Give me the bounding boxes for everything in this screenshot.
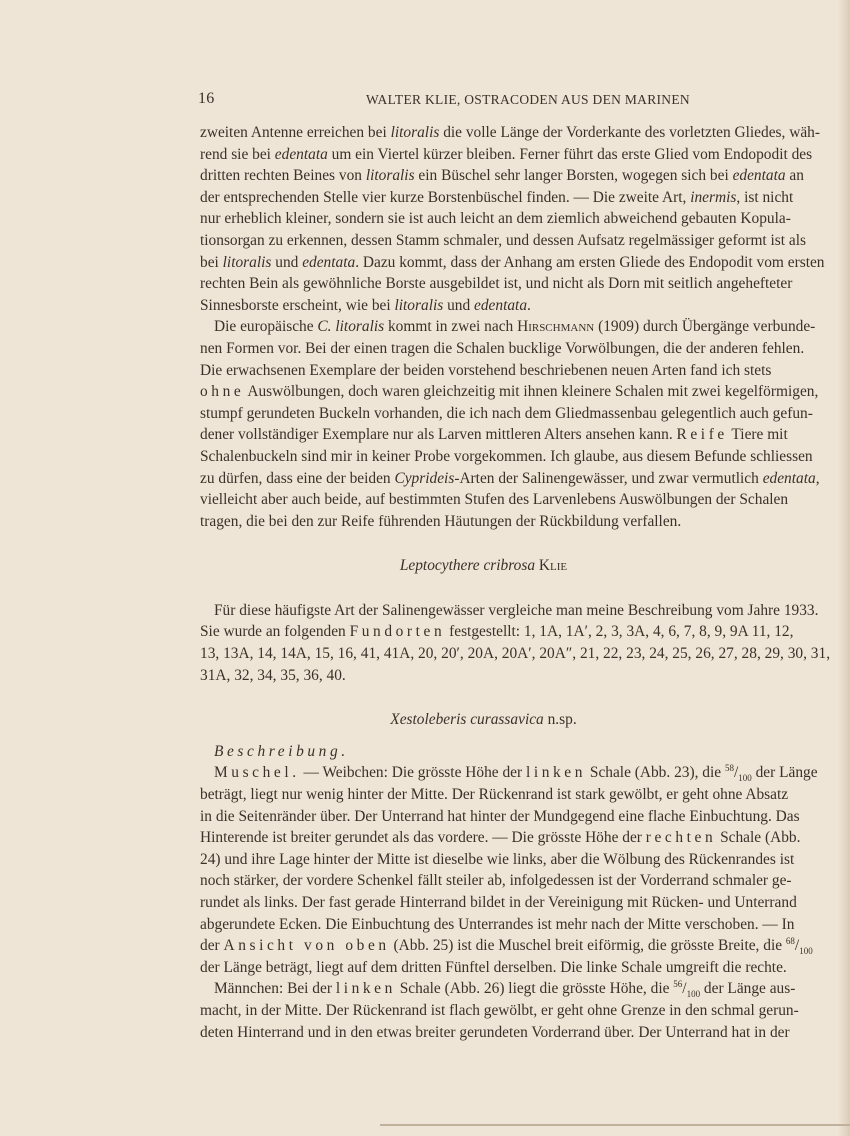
text-line: Die europäische C. litoralis kommt in zwei nach Hirschmann (1909) durch Übergänge verbunde- xyxy=(214,318,816,336)
text-line: Muschel. — Weibchen: Die grösste Höhe der linken Schale (Abb. 23), die $^{58}/_{100}$ der Länge xyxy=(214,763,818,784)
text-line: Sie wurde an folgenden Fundorten festgestellt: 1, 1A, 1A′, 2, 3, 3A, 4, 6, 7, 8, 9, 9A 11, 12, xyxy=(200,623,794,641)
paragraph-4 xyxy=(200,741,818,1043)
text-line: der entsprechenden Stelle vier kurze Borstenbüschel finden. — Die zweite Art, inermis, ist nicht xyxy=(200,188,794,206)
text-line: zweiten Antenne erreichen bei litoralis die volle Länge der Vorderkante des vorletzten Gliedes, wäh- xyxy=(200,124,820,141)
bottom-edge-rule xyxy=(380,1124,850,1126)
page-number: 16 xyxy=(198,90,215,107)
text-line: 13, 13A, 14, 14A, 15, 16, 41, 41A, 20, 20′, 20A, 20A′, 20A″, 21, 22, 23, 24, 25, 26, 27, 28, 29, 30, 31, xyxy=(200,645,831,663)
text-line: der Ansicht von oben (Abb. 25) ist die Muschel breit eiförmig, die grösste Breite, die $^{68}/_{100}$ xyxy=(200,936,813,957)
text-line: ohne Auswölbungen, doch waren gleichzeitig mit ihnen kleinere Schalen mit zwei kegelförmigen, xyxy=(200,383,819,401)
text-line: stumpf gerundeten Buckeln vorhanden, die ich nach dem Gliedmassenbau gelegentlich auch gefun- xyxy=(200,404,813,422)
text-line: vielleicht aber auch beide, auf bestimmten Stufen des Larvenlebens Auswölbungen der Schalen xyxy=(200,491,789,509)
text-line: tragen, die bei den zur Reife führenden Häutungen der Rückbildung verfallen. xyxy=(200,512,682,530)
text-line: dener vollständiger Exemplare nur als Larven mittleren Alters ansehen kann. Reife Tiere mit xyxy=(200,426,788,444)
text-line: macht, in der Mitte. Der Rückenrand ist flach gewölbt, er geht ohne Grenze in den schmal gerun- xyxy=(200,1001,799,1019)
text-line: nur erheblich kleiner, sondern sie ist auch leicht an dem ziemlich abweichend gebauten Kopula- xyxy=(200,210,791,228)
text-line: 24) und ihre Lage hinter der Mitte ist dieselbe wie links, aber die Wölbung des Rückenrandes ist xyxy=(200,850,795,868)
text-line: deten Hinterrand und in den etwas breiter gerundeten Vorderrand über. Der Unterrand hat in der xyxy=(200,1023,790,1041)
running-header xyxy=(198,90,758,112)
text-line: Schalenbuckeln sind mir in keiner Probe vorgekommen. Ich glaube, aus diesem Befunde schliessen xyxy=(200,447,813,465)
text-line: noch stärker, der vordere Schenkel fällt steiler ab, infolgedessen ist der Vorderrand schmaler ge- xyxy=(200,872,792,890)
text-line: tionsorgan zu erkennen, dessen Stamm schmaler, und dessen Aufsatz regelmässiger geformt ist als xyxy=(200,231,807,249)
paragraph-1 xyxy=(200,122,825,316)
text-line: in die Seitenränder über. Der Unterrand hat hinter der Mundgegend eine flache Einbuchtung. Das xyxy=(200,807,800,825)
paragraph-2 xyxy=(200,316,820,532)
text-line: Männchen: Bei der linken Schale (Abb. 26) liegt die grösste Höhe, die $^{56}/_{100}$ der Länge aus- xyxy=(214,979,796,1000)
text-line: rundet als links. Der fast gerade Hinterrand bildet in der Vereinigung mit Rücken- und Unterrand xyxy=(200,894,797,911)
text-line: bei litoralis und edentata. Dazu kommt, dass der Anhang am ersten Gliede des Endopodit vom ersten xyxy=(200,253,825,271)
species-heading-xestoleberis: Xestoleberis curassavica n.sp. xyxy=(390,711,577,729)
text-line: der Länge beträgt, liegt auf dem dritten Fünftel derselben. Die linke Schale umgreift die rechte. xyxy=(200,958,787,976)
species-heading-leptocythere: Leptocythere cribrosa Klie xyxy=(399,557,568,575)
text-line: dritten rechten Beines von litoralis ein Büschel sehr langer Borsten, wogegen sich bei edentata an xyxy=(200,167,804,185)
text-line: abgerundete Ecken. Die Einbuchtung des Unterrandes ist mehr nach der Mitte verschoben. — In xyxy=(200,915,795,933)
section-label: Beschreibung. xyxy=(214,742,349,760)
text-line: rechten Bein als gewöhnliche Borste ausgebildet ist, und nicht als Dorn mit seitlich angehefteter xyxy=(200,275,793,293)
text-line: rend sie bei edentata um ein Viertel kürzer bleiben. Ferner führt das erste Glied vom Endopodit des xyxy=(200,145,813,163)
text-line: Die erwachsenen Exemplare der beiden vorstehend beschriebenen neuen Arten fand ich stets xyxy=(200,361,772,379)
page-edge-shadow xyxy=(838,0,850,1136)
body-text xyxy=(200,122,831,1043)
text-line: nen Formen vor. Bei der einen tragen die Schalen bucklige Vorwölbungen, die der anderen fehlen. xyxy=(200,339,805,357)
text-line: zu dürfen, dass eine der beiden Cyprideis-Arten der Salinengewässer, und zwar vermutlich edentata, xyxy=(200,469,820,487)
text-line: Für diese häufigste Art der Salinengewässer vergleiche man meine Beschreibung vom Jahre 1933. xyxy=(214,601,819,619)
text-line: Sinnesborste erscheint, wie bei litoralis und edentata. xyxy=(200,296,531,314)
text-line: 31A, 32, 34, 35, 36, 40. xyxy=(200,666,346,684)
text-line: beträgt, liegt nur wenig hinter der Mitte. Der Rückenrand ist stark gewölbt, er geht ohne Absatz xyxy=(200,786,789,804)
text-line: Hinterende ist breiter gerundet als das vordere. — Die grösste Höhe der rechten Schale (Abb. xyxy=(200,829,801,847)
paragraph-3 xyxy=(200,600,831,686)
running-title: WALTER KLIE, OSTRACODEN AUS DEN MARINEN xyxy=(366,92,690,107)
